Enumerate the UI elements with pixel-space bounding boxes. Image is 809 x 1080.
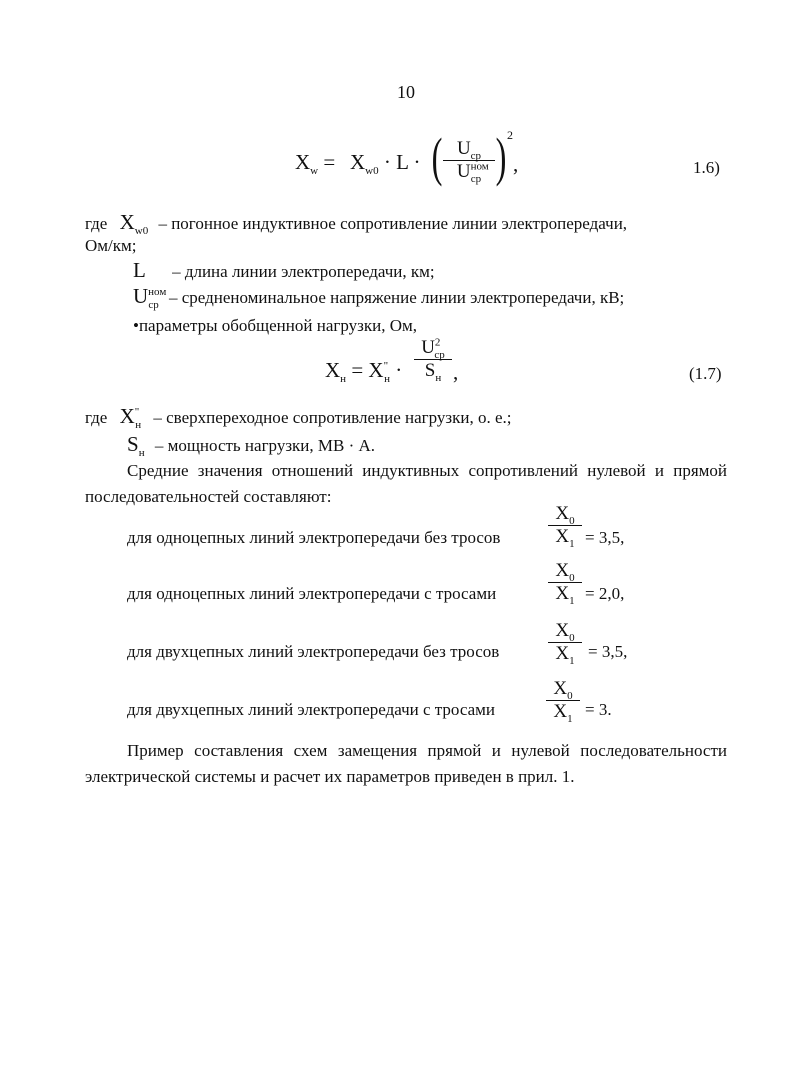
def-L-line: [133, 260, 435, 282]
eq16-L: L: [396, 150, 409, 174]
xw0-symbol: $X_{w0}$: [119, 210, 149, 238]
eq17-fraction: $U^2_{ср}$ $S_н$: [414, 337, 452, 382]
def-U-line: [133, 284, 625, 312]
eq16-dot2: ·: [413, 150, 421, 174]
where-xw0-line: где $X_{w0}$ – погонное индуктивное сопротивление линии электропередачи,: [85, 210, 628, 238]
ratio-1-fraction: $X_0$ $X_1$: [548, 503, 582, 548]
S-definition: – мощность нагрузки, МВ · А.: [154, 436, 376, 455]
eq16-lhs: X: [295, 150, 311, 174]
eq16-left-paren: (: [431, 127, 443, 187]
eq16-exponent: 2: [507, 128, 513, 142]
xw0-definition-cont: Ом/км;: [85, 236, 137, 255]
ratio-3-fraction: $X_0$ $X_1$: [548, 620, 582, 665]
page-number: 10: [397, 82, 415, 102]
eq16-x: X: [350, 150, 366, 174]
xn-symbol: $X^"_н$: [119, 404, 142, 432]
bullet-load-params: •параметры обобщенной нагрузки, Ом,: [133, 316, 417, 335]
ratio-1-text: для одноцепных линий электропередачи без тросов: [127, 528, 501, 547]
U-symbol: $U^{ном}_{ср}$: [133, 284, 167, 312]
eq17-label: (1.7): [689, 364, 722, 383]
where-xn-line: где $X^"_н$ – сверхпереходное сопротивление нагрузки, о. е.;: [85, 404, 512, 432]
ratio-1-value: = 3,5,: [585, 528, 625, 547]
L-symbol: L: [133, 258, 146, 282]
eq16-comma: ,: [513, 152, 519, 176]
ratio-4-fraction: $X_0$ $X_1$: [546, 678, 580, 723]
xw0-definition: – погонное индуктивное сопротивление линии электропередачи,: [158, 214, 628, 233]
ratio-2-fraction: $X_0$ $X_1$: [548, 560, 582, 605]
eq16-equals: =: [323, 150, 336, 174]
def-S-line: [127, 432, 376, 460]
U-definition: – средненоминальное напряжение линии электропередачи, кВ;: [168, 288, 625, 307]
eq16-right-paren: ): [495, 127, 507, 187]
ratio-2-text: для одноцепных линий электропередачи с тросами: [127, 584, 497, 603]
paragraph-ratios-intro: Средние значения отношений индуктивных сопротивлений нулевой и прямой последовательностей составляют:: [85, 461, 727, 506]
document-page: 10 $X_w$ = $X_{w0} \cdot L$ · ( $U_{ср}$ $U^{ном}_{ср}$ ) 2 , 1.6) где $X_{w0}$ – погонное индуктивное сопротивление линии электропередачи, Ом/км; L – длина линии электропередачи, км; $U^{ном}_{ср}$ – средненоминальное напряжение линии электропередачи, кВ; •параметры обобщенной нагрузки, Ом, $X_н = X^"_н$ · $U^2_{ср}$ $S_н$ , (1.7) где $X^"_н$ – сверхпереходное сопротивление нагрузки, о. е.; $S_н$ – мощность нагрузки, МВ · А. Средние значения отношений индуктивных сопротивлений нулевой и прямой последовательностей составляют: для одноцепных линий электропередачи без тросов $X_0$ $X_1$ = 3,5, для одноцепных линий электропередачи с тросами $X_0$ $X_1$ = 2,0, для двухцепных линий электропередачи без тросов $X_0$ $X_1$ = 3,5, для двухцепных линий электропередачи с тросами $X_0$ $X_1$ = 3. Пример составления схем замещения прямой и нулевой последовательности электрической системы и расчет их параметров приведен в прил. 1.: [0, 0, 809, 1080]
eq16-dot1: ·: [383, 150, 391, 174]
S-symbol: $S_н$: [127, 432, 145, 460]
ratio-2-value: = 2,0,: [585, 584, 625, 603]
L-definition: – длина линии электропередачи, км;: [172, 262, 435, 281]
eq16-lhs-sub: w: [310, 165, 319, 178]
ratio-4-text: для двухцепных линий электропередачи с тросами: [127, 700, 496, 719]
eq16-label: 1.6): [693, 158, 720, 177]
eq16-fraction: $U_{ср}$ $U^{ном}_{ср}$: [443, 138, 495, 183]
ratio-4-value: = 3.: [585, 700, 612, 719]
ratio-3-text: для двухцепных линий электропередачи без тросов: [127, 642, 500, 661]
ratio-3-value: = 3,5,: [588, 642, 628, 661]
eq16-x-sub: w0: [365, 165, 379, 178]
xn-definition: – сверхпереходное сопротивление нагрузки, о. е.;: [153, 408, 512, 427]
paragraph-example: Пример составления схем замещения прямой и нулевой последовательности электрической системы и расчет их параметров приведен в прил. 1.: [85, 741, 727, 786]
